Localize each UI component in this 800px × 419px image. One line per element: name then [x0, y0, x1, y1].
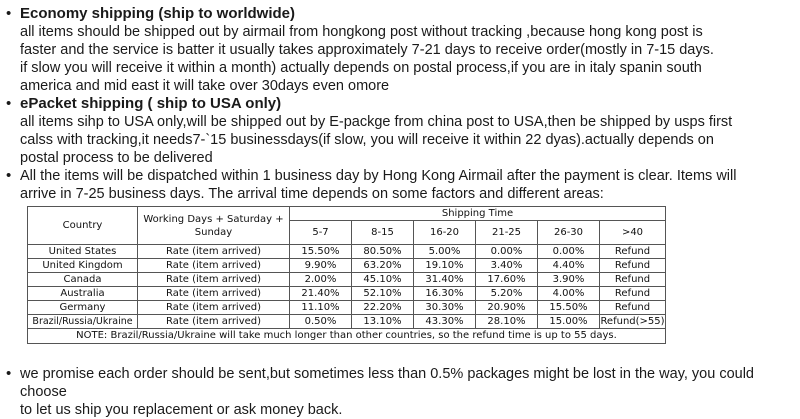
value-cell: 21.40% [290, 287, 352, 301]
value-cell: Refund [600, 259, 666, 273]
epacket-shipping-title: ePacket shipping ( ship to USA only) [20, 95, 282, 112]
value-cell: 28.10% [476, 315, 538, 329]
time-column-header: 5-7 [290, 221, 352, 245]
value-cell: 4.00% [538, 287, 600, 301]
rate-cell: Rate (item arrived) [138, 245, 290, 259]
value-cell: 22.20% [352, 301, 414, 315]
value-cell: Refund [600, 245, 666, 259]
dispatch-row [6, 167, 796, 203]
economy-line: all items should be shipped out by airmail from hongkong post without tracking ,because hong kong post is [20, 24, 703, 40]
table-row [28, 245, 666, 259]
value-cell: 5.20% [476, 287, 538, 301]
rate-cell: Rate (item arrived) [138, 301, 290, 315]
promise-text [20, 365, 796, 419]
economy-shipping-section [6, 5, 796, 95]
country-cell: United States [28, 245, 138, 259]
value-cell: 3.40% [476, 259, 538, 273]
country-cell: Australia [28, 287, 138, 301]
table-note: NOTE: Brazil/Russia/Ukraine will take much longer than other countries, so the refund time is up to 55 days. [28, 329, 666, 344]
dispatch-text [20, 167, 736, 203]
rate-cell: Rate (item arrived) [138, 315, 290, 329]
bullet-icon: • [6, 167, 12, 184]
table-header-row [28, 207, 666, 221]
economy-line: faster and the service is batter it usually takes approximately 7-21 days to receive order(mostly in 7-15 days. [20, 42, 714, 58]
value-cell: Refund [600, 301, 666, 315]
value-cell: 3.90% [538, 273, 600, 287]
time-column-header: 26-30 [538, 221, 600, 245]
value-cell: 5.00% [414, 245, 476, 259]
dispatch-line: All the items will be dispatched within 1 business day by Hong Kong Airmail after the payment is clear. Items will [20, 168, 737, 184]
table-note-row [28, 329, 666, 344]
shipping-time-table-wrapper [27, 206, 665, 344]
value-cell: 63.20% [352, 259, 414, 273]
epacket-heading-row [6, 95, 796, 113]
epacket-shipping-text [20, 113, 796, 167]
promise-section [6, 365, 796, 419]
epacket-line: all items sihp to USA only,will be shipped out by E-packge from china post to USA,then be shipped by usps first [20, 114, 733, 130]
value-cell: 9.90% [290, 259, 352, 273]
value-cell: 4.40% [538, 259, 600, 273]
economy-line: if slow you will receive it within a month) actually depends on postal process,if you are in italy spanin south [20, 60, 702, 76]
value-cell: 80.50% [352, 245, 414, 259]
rate-cell: Rate (item arrived) [138, 287, 290, 301]
table-row [28, 301, 666, 315]
value-cell: 52.10% [352, 287, 414, 301]
value-cell: 15.00% [538, 315, 600, 329]
value-cell: 45.10% [352, 273, 414, 287]
value-cell: 0.50% [290, 315, 352, 329]
shipping-time-header: Shipping Time [290, 207, 666, 221]
dispatch-section [6, 167, 796, 203]
promise-line: we promise each order should be sent,but sometimes less than 0.5% packages might be lost in the way, you could choose [20, 366, 754, 400]
value-cell: 30.30% [414, 301, 476, 315]
promise-line: to let us ship you replacement or ask money back. [20, 402, 343, 418]
country-cell: Brazil/Russia/Ukraine [28, 315, 138, 329]
bullet-icon: • [6, 5, 12, 22]
dispatch-line: arrive in 7-25 business days. The arrival time depends on some factors and different areas: [20, 186, 604, 202]
epacket-line: calss with tracking,it needs7-`15 businessdays(if slow, you will receive it within 22 dyas).actually depends on [20, 132, 714, 148]
value-cell: 17.60% [476, 273, 538, 287]
table-row [28, 315, 666, 329]
value-cell: 31.40% [414, 273, 476, 287]
value-cell: 11.10% [290, 301, 352, 315]
value-cell: Refund [600, 273, 666, 287]
country-header: Country [28, 207, 138, 245]
country-cell: United Kingdom [28, 259, 138, 273]
shipping-time-table [27, 206, 666, 344]
table-row [28, 273, 666, 287]
time-column-header: 21-25 [476, 221, 538, 245]
value-cell: Refund(>55) [600, 315, 665, 327]
value-cell: 0.00% [476, 245, 538, 259]
value-cell: 43.30% [414, 315, 476, 329]
value-cell: 15.50% [290, 245, 352, 259]
epacket-line: postal process to be delivered [20, 150, 213, 166]
time-column-header: 8-15 [352, 221, 414, 245]
economy-line: america and mid east it will take over 30days even omore [20, 78, 390, 94]
table-row [28, 259, 666, 273]
country-cell: Germany [28, 301, 138, 315]
working-days-header [138, 207, 290, 245]
value-cell: 15.50% [538, 301, 600, 315]
country-cell: Canada [28, 273, 138, 287]
value-cell: 20.90% [476, 301, 538, 315]
bullet-icon: • [6, 95, 12, 112]
value-cell: 16.30% [414, 287, 476, 301]
rate-cell: Rate (item arrived) [138, 273, 290, 287]
promise-row [6, 365, 796, 419]
table-row [28, 287, 666, 301]
epacket-shipping-section [6, 95, 796, 167]
working-days-header-label: Working Days + Saturday + Sunday [143, 213, 284, 238]
time-column-header: >40 [600, 221, 666, 245]
value-cell: Refund [600, 287, 666, 301]
value-cell: 19.10% [414, 259, 476, 273]
value-cell: 13.10% [352, 315, 414, 329]
rate-cell: Rate (item arrived) [138, 259, 290, 273]
economy-shipping-title: Economy shipping (ship to worldwide) [20, 5, 295, 22]
value-cell: 2.00% [290, 273, 352, 287]
value-cell: 0.00% [538, 245, 600, 259]
economy-shipping-text [20, 23, 796, 95]
time-column-header: 16-20 [414, 221, 476, 245]
bullet-icon: • [6, 365, 12, 382]
economy-heading-row [6, 5, 796, 23]
